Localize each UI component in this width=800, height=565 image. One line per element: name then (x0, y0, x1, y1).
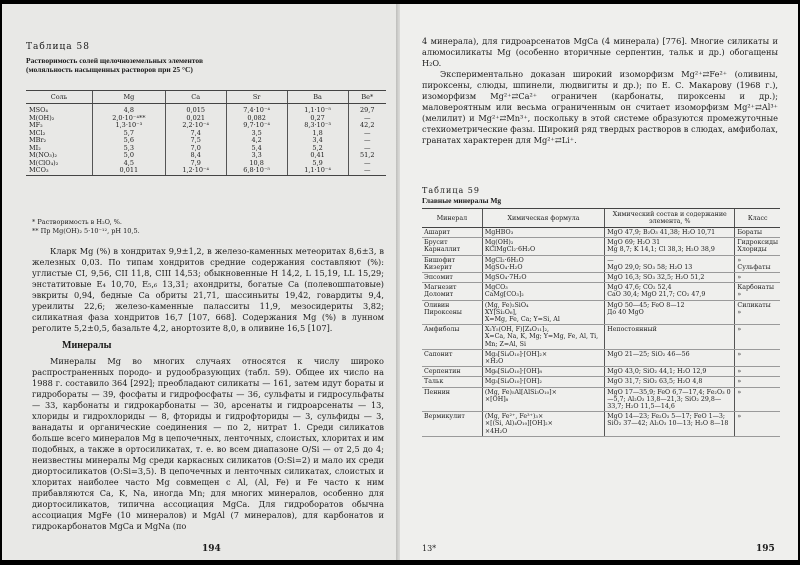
table-cell: — (348, 115, 386, 123)
footnote-2: ** Пр Mg(OH)₂ 5·10⁻¹², pH 10,5. (32, 227, 140, 235)
table58-title: Таблица 58 (26, 42, 90, 52)
paragraph-isomorphism: Экспериментально доказан широкий изоморфизм Mg²⁺⇄Fe²⁺ (оливины, пироксены, слюды, шпинели, людвигиты и др.); по Е. С. Макарову (1968 г.), изоморфизм Mg²⁺⇄Ca²⁺ ограничен (карбонаты, пироксены и др.); маловероятным или весьма ограниченным он считает изоморфизм Mg²⁺⇄Al³⁺ (мелилит) и Mg²⁺⇄Mn³⁺, поскольку в этой системе образуются промежуточные стехиометрические фазы. Широкий ряд твердых растворов в слюдах, амфиболах, гранатах характерен для Mg²⁺⇄Li⁺. (422, 69, 778, 145)
table-cell: 10,8 (226, 160, 287, 168)
table-cell: Бишофит Кизерит (422, 255, 482, 272)
minerals-table-body (422, 228, 780, 437)
table58-caption-1: Растворимость солей щелочноземельных элементов (26, 56, 203, 65)
table-cell: 2,2·10⁻⁴ (165, 122, 226, 130)
table-cell: 5,2 (287, 145, 348, 153)
table-cell: 2,0·10⁻⁴** (93, 115, 166, 123)
table-cell: Гидроксиды Хлориды (735, 238, 780, 255)
table-cell: Силикаты » (735, 300, 780, 325)
table-cell: Сапонит (422, 349, 482, 366)
table-cell: Пеннин (422, 387, 482, 412)
table-cell: Серпентин (422, 367, 482, 377)
table-cell: 7,4·10⁻⁴ (226, 104, 287, 115)
table-cell: (Mg, Fe)₅Al[AlSi₃O₁₀]× ×[OH]₈ (482, 387, 604, 412)
table-cell: 8,4 (165, 152, 226, 160)
table-cell: » (735, 273, 780, 283)
table-cell: 6,8·10⁻⁵ (226, 167, 287, 175)
page-number-right: 195 (756, 544, 775, 554)
table-row (422, 325, 780, 350)
col-header: Be* (348, 91, 386, 104)
table-cell: MgCl₂·6H₂O MgSO₄·H₂O (482, 255, 604, 272)
col-header: Ca (165, 91, 226, 104)
table-cell: » (735, 387, 780, 412)
table-cell: 1,3·10⁻³ (93, 122, 166, 130)
table-cell: 5,7 (93, 130, 166, 138)
table-cell: Брусит Карналлит (422, 238, 482, 255)
col-header: Класс (735, 209, 780, 228)
table-cell: — (348, 145, 386, 153)
table-cell: Оливин Пироксены (422, 300, 482, 325)
table-cell: Тальк (422, 377, 482, 387)
solubility-header-row (26, 91, 386, 104)
table-cell: Mg(OH)₂ KClMgCl₂·6H₂O (482, 238, 604, 255)
right-page (400, 4, 798, 560)
table-row (26, 122, 386, 130)
table-cell: Магнезит Доломит (422, 283, 482, 300)
table-cell: — (348, 167, 386, 175)
table-cell: Карбонаты » (735, 283, 780, 300)
table-cell: — (348, 130, 386, 138)
table-cell: 51,2 (348, 152, 386, 160)
table-cell: MgO 21—25; SiO₂ 46—56 (605, 349, 735, 366)
table-cell: 4,8 (93, 104, 166, 115)
table-cell: MCl₂ (29, 128, 46, 137)
col-header: Ba (287, 91, 348, 104)
table-cell: M(ClO₄)₂ (29, 158, 59, 167)
table-cell: Эпсомит (422, 273, 482, 283)
table-cell: MBr₂ (29, 136, 47, 144)
table-cell: Mg₃[Si₄O₁₀]·[OH]₂ (482, 377, 604, 387)
table-row (422, 283, 780, 300)
table-cell: (Mg, Fe²⁺, Fe³⁺)₃× ×[(Si, Al)₄O₁₀][OH]₂× ×4H₂O (482, 412, 604, 437)
col-header: Sr (226, 91, 287, 104)
col-header: Соль (26, 91, 93, 104)
table-cell: 3,4 (287, 137, 348, 145)
table-cell: MgO 69; H₂O 31 Mg 8,7; K 14,1; Cl 38,3; H₂O 38,9 (605, 238, 735, 255)
table-cell: MgO 47,9; B₂O₃ 41,38; H₂O 10,71 (605, 228, 735, 238)
table-cell: — MgO 29,0; SO₃ 58; H₂O 13 (605, 255, 735, 272)
table-cell: M(OH)₂ (29, 113, 55, 122)
table-cell: MgHBO₃ (482, 228, 604, 238)
table-cell: — (348, 137, 386, 145)
table-row (422, 387, 780, 412)
table-cell: 7,4 (165, 130, 226, 138)
table-cell: X₂Y₅(OH, F)[Z₄O₁₁]₂, X=Ca, Na, K, Mg; Y=Mg, Fe, Al, Ti, Mn; Z=Al, Si (482, 325, 604, 350)
col-header: Mg (93, 91, 166, 104)
table-row (26, 104, 386, 115)
table-cell: » (735, 367, 780, 377)
table-cell: » (735, 349, 780, 366)
table-cell: 3,5 (226, 130, 287, 138)
table-row (422, 377, 780, 387)
table-cell: 42,2 (348, 122, 386, 130)
table-cell: 0,011 (93, 167, 166, 175)
table59-caption: Главные минералы Mg (422, 196, 502, 205)
table-cell: 0,41 (287, 152, 348, 160)
table-cell: 8,3·10⁻³ (287, 122, 348, 130)
table-cell: 5,6 (93, 137, 166, 145)
table-cell: 0,27 (287, 115, 348, 123)
table-cell: M(NO₃)₂ (29, 151, 57, 159)
table-cell: Mg₆[Si₄O₁₀]·[OH]₈ (482, 367, 604, 377)
col-header: Химический состав и содержание элемента, % (605, 209, 735, 228)
table-cell: 7,9 (165, 160, 226, 168)
table-cell: MgO 17—35,9; FeO 6,7—17,4; Fe₂O₃ 0—5,7; Al₂O₃ 13,8—21,3; SiO₂ 29,8—33,7; H₂O 11,5—14,6 (605, 387, 735, 412)
table-cell: Вермикулит (422, 412, 482, 437)
table-cell: MgSO₄·7H₂O (482, 273, 604, 283)
table-cell: » (735, 325, 780, 350)
minerals-table (422, 208, 780, 437)
table-row (26, 152, 386, 160)
table-row (26, 137, 386, 145)
table-cell: 5,4 (226, 145, 287, 153)
table-cell: 1,1·10⁻⁴ (287, 167, 348, 175)
paragraph-minerals: Минералы Mg во многих случаях относятся к числу широко распространенных породо- и рудообразующих (табл. 59). Общее их число на 1988 г. составило 364 [292]; преобладают силикаты — 161, затем идут бораты и гидробораты — 39, фосфаты и гидрофосфаты — 36, сульфаты и гидросульфаты — 33, карбонаты и гидрокарбонаты — 30, арсенаты и гидроарсенаты — 13, хлориды и гидрохлориды — 8, фториды и гидрофториды — 3, сульфиды — 3, ванадаты и органические соединения — по 2, нитрат 1. Среди силикатов больше всего минералов Mg в цепочечных, ленточных, слоистых, хлоритах и им подобных, а также в ортосиликатах, т. е. во всем диапазоне O/Si — от 2,5 до 4; неизвестны минералы Mg среди каркасных силикатов (O:Si=2) и мало их среди диортосиликатов (O:Si=3,5). В цепочечных и ленточных силикатах, слоистых и хлоритах наиболее часто Mg совмещен с Al, (Al, Fe) и Fe часто к ним прибавляются Ca, K, Na, иногда Mn; для многих минералов, особенно для диортосиликатов, типична ассоциация MgCa. Для гидроборатов обычна ассоциация MgFe (10 минералов) и MgAl (7 минералов), для карбонатов и гидрокарбонатов MgCa и MgNa (по (32, 356, 384, 531)
table-cell: 4,5 (93, 160, 166, 168)
table-cell: Бораты (735, 228, 780, 238)
table-row (422, 412, 780, 437)
table-cell: MgCO₃ CaMg[CO₃]₂ (482, 283, 604, 300)
table-cell: » Сульфаты (735, 255, 780, 272)
section-heading: Минералы (62, 340, 112, 351)
table-cell: 9,7·10⁻⁴ (226, 122, 287, 130)
table-cell: MgO 50—45; FeO 8—12 До 40 MgO (605, 300, 735, 325)
table-cell: Ашарит (422, 228, 482, 238)
left-page (2, 4, 400, 560)
table-cell: 5,3 (93, 145, 166, 153)
page-number-left: 194 (202, 544, 221, 554)
paragraph-clark: Кларк Mg (%) в хондритах 9,9±1,2, в железо-каменных метеоритах 8,6±3, в железных 0,03. По типам хондритов средние содержания составляют (%): углистые CI, 9,56, CII 11,8, CIII 14,53; обыкновенные H 14,2, L 15,19, LL 15,29; энстатитовые E₄ 10,70, E₅,₆ 13,31; ахондриты, богатые Ca (полевошпатовые) эвкриты 0,94, бедные Ca обриты 21,71, шассиньиты 19,42, говардиты 9,4, уреилиты 22,6; железо-каменные паласситы 11,9, мезосидериты 3,82; силикатная фаза хондритов 16,7 [107, 668]. Содержания Mg (%) в лунном реголите 5,2±0,5, базальте 4,2, анортозите 8,0, в оливине 16,5 [107]. (32, 246, 384, 333)
table-row (26, 145, 386, 153)
table-row (26, 130, 386, 138)
table-cell: 1,2·10⁻⁴ (165, 167, 226, 175)
table-row (26, 167, 386, 175)
table-row (422, 367, 780, 377)
table-cell: MgO 43,0; SiO₂ 44,1; H₂O 12,9 (605, 367, 735, 377)
table59-title: Таблица 59 (422, 186, 480, 195)
minerals-header-row (422, 209, 780, 228)
paragraph-continuation: 4 минерала), для гидроарсенатов MgCa (4 минерала) [776]. Многие силикаты и алюмосиликаты Mg (особенно вторичные серпентин, тальк и др.) обогащены H₂O. (422, 36, 778, 68)
table-cell: 0,082 (226, 115, 287, 123)
table-cell: 7,5 (165, 137, 226, 145)
table-cell: MgO 47,6; CO₂ 52,4 CaO 30,4; MgO 21,7; CO₂ 47,9 (605, 283, 735, 300)
table-row (422, 255, 780, 272)
table-row (422, 228, 780, 238)
table-row (422, 349, 780, 366)
table-cell: Непостоянный (605, 325, 735, 350)
table-cell: MF₂ (29, 121, 43, 129)
table-cell: 4,2 (226, 137, 287, 145)
table-cell: » (735, 377, 780, 387)
table-cell: MI₂ (29, 143, 41, 152)
footnote-1: * Растворимость в H₂O, %. (32, 218, 123, 226)
table-cell: » (735, 412, 780, 437)
table-row (422, 238, 780, 255)
table-cell: MSO₄ (29, 106, 49, 114)
table-cell: — (348, 160, 386, 168)
solubility-table-body (26, 104, 386, 176)
table-cell: 3,3 (226, 152, 287, 160)
table-cell: MgO 31,7; SiO₂ 63,5; H₂O 4,8 (605, 377, 735, 387)
solubility-table (26, 90, 386, 176)
table-cell: Mg₃[Si₄O₁₀]·[OH]₂× ×H₂O (482, 349, 604, 366)
table58-caption-2: (моляльность насыщенных растворов при 25 °С) (26, 65, 193, 74)
signature-mark: 13* (422, 544, 437, 553)
table-cell: 1,8 (287, 130, 348, 138)
table-cell: 7,0 (165, 145, 226, 153)
table-cell: Амфиболы (422, 325, 482, 350)
col-header: Химическая формула (482, 209, 604, 228)
table-cell: 5,0 (93, 152, 166, 160)
table-cell: 0,021 (165, 115, 226, 123)
table-cell: 5,9 (287, 160, 348, 168)
table-cell: MgO 14—23; Fe₂O₃ 5—17; FeO 1—3; SiO₂ 37—42; Al₂O₃ 10—13; H₂O 8—18 (605, 412, 735, 437)
table-row (422, 300, 780, 325)
table-cell: MCO₃ (26, 167, 93, 175)
table-cell: 29,7 (348, 104, 386, 115)
table-cell: 0,015 (165, 104, 226, 115)
col-header: Минерал (422, 209, 482, 228)
table-row (422, 273, 780, 283)
table-cell: 1,1·10⁻⁵ (287, 104, 348, 115)
table-cell: MgO 16,3; SO₃ 32,5; H₂O 51,2 (605, 273, 735, 283)
table-cell: (Mg, Fe)₂SiO₄ XY[Si₂O₆], X=Mg, Fe, Ca; Y=Si, Al (482, 300, 604, 325)
